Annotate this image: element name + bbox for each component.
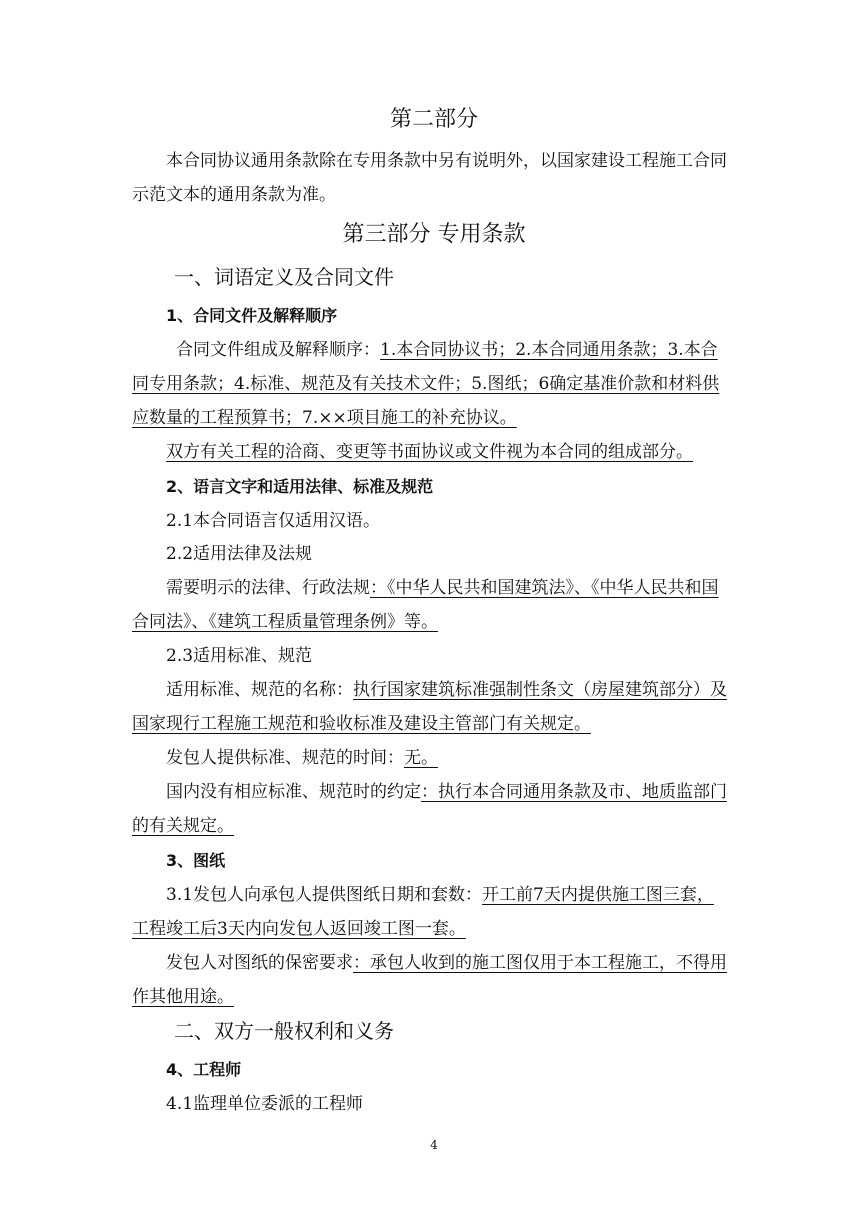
clause1-order-line2: 同专用条款；4.标准、规范及有关技术文件；5.图纸；6确定基准价款和材料供 — [132, 374, 720, 394]
clause2-1: 2.1本合同语言仅适用汉语。 — [166, 511, 381, 531]
clause2-2-laws-line1: ：《中华人民共和国建筑法》、《中华人民共和国 — [370, 578, 719, 598]
clause2-3-time — [166, 747, 438, 769]
clause2-2-laws-line2: 合同法》、《建筑工程质量管理条例》等。 — [132, 612, 438, 632]
clause2-3-time-prefix: 发包人提供标准、规范的时间： — [166, 748, 404, 768]
clause3-heading: 3、图纸 — [166, 851, 226, 870]
clause3-1-line1 — [166, 884, 714, 906]
part2-text-line1: 本合同协议通用条款除在专用条款中另有说明外，以国家建设工程施工合同 — [166, 151, 727, 171]
clause3-1-text1: 开工前7天内提供施工图三套， — [482, 885, 714, 905]
clause2-3-none-prefix: 国内没有相应标准、规范时的约定 — [166, 782, 421, 802]
clause2-3-heading: 2.3适用标准、规范 — [166, 646, 313, 666]
clause2-3-none-text2: 的有关规定。 — [132, 816, 234, 836]
clause2-2-heading: 2.2适用法律及法规 — [166, 544, 313, 564]
clause1-order-line1: 1.本合同协议书；2.本合同通用条款；3.本合 — [380, 340, 718, 360]
clause3-2-prefix: 发包人对图纸的保密要求 — [166, 953, 353, 973]
clause2-3-time-value: 无。 — [404, 748, 438, 768]
clause1-text-line1 — [176, 339, 718, 361]
clause3-1-text2: 工程竣工后3天内向发包人返回竣工图一套。 — [132, 919, 466, 939]
clause3-1-prefix: 3.1发包人向承包人提供图纸日期和套数： — [166, 885, 483, 905]
clause3-2-text1: ：承包人收到的施工图仅用于本工程施工，不得用 — [353, 953, 727, 973]
section1-heading: 一、词语定义及合同文件 — [174, 265, 394, 289]
clause2-heading: 2、语言文字和适用法律、标准及规范 — [166, 477, 434, 496]
clause3-2-line1 — [166, 952, 727, 974]
clause1-heading: 1、合同文件及解释顺序 — [166, 306, 338, 325]
clause2-2-prefix: 需要明示的法律、行政法规 — [166, 578, 370, 598]
clause1-order-line3: 应数量的工程预算书；7.××项目施工的补充协议。 — [132, 408, 517, 428]
part2-text-line2: 示范文本的通用条款为准。 — [132, 185, 336, 205]
clause4-heading: 4、工程师 — [166, 1060, 242, 1079]
part3-title: 第三部分 专用条款 — [342, 222, 526, 247]
clause4-1: 4.1监理单位委派的工程师 — [166, 1094, 364, 1114]
clause1-paragraph2: 双方有关工程的洽商、变更等书面协议或文件视为本合同的组成部分。 — [166, 442, 693, 462]
clause2-3-none-text1: ：执行本合同通用条款及市、地质监部门 — [421, 782, 727, 802]
clause1-prefix: 合同文件组成及解释顺序： — [176, 340, 380, 360]
clause2-3-text-line1 — [166, 679, 727, 701]
clause2-3-prefix: 适用标准、规范的名称： — [166, 680, 353, 700]
clause3-2-text2: 作其他用途。 — [132, 987, 234, 1007]
part2-title: 第二部分 — [389, 107, 478, 132]
clause2-2-text-line1 — [166, 577, 719, 599]
clause2-3-none-line1 — [166, 781, 727, 803]
section2-heading: 二、双方一般权利和义务 — [174, 1019, 394, 1043]
clause2-3-standards-line1: 执行国家建筑标准强制性条文（房屋建筑部分）及 — [353, 680, 727, 700]
clause2-3-standards-line2: 国家现行工程施工规范和验收标准及建设主管部门有关规定。 — [132, 714, 591, 734]
page-number: 4 — [430, 1138, 438, 1152]
